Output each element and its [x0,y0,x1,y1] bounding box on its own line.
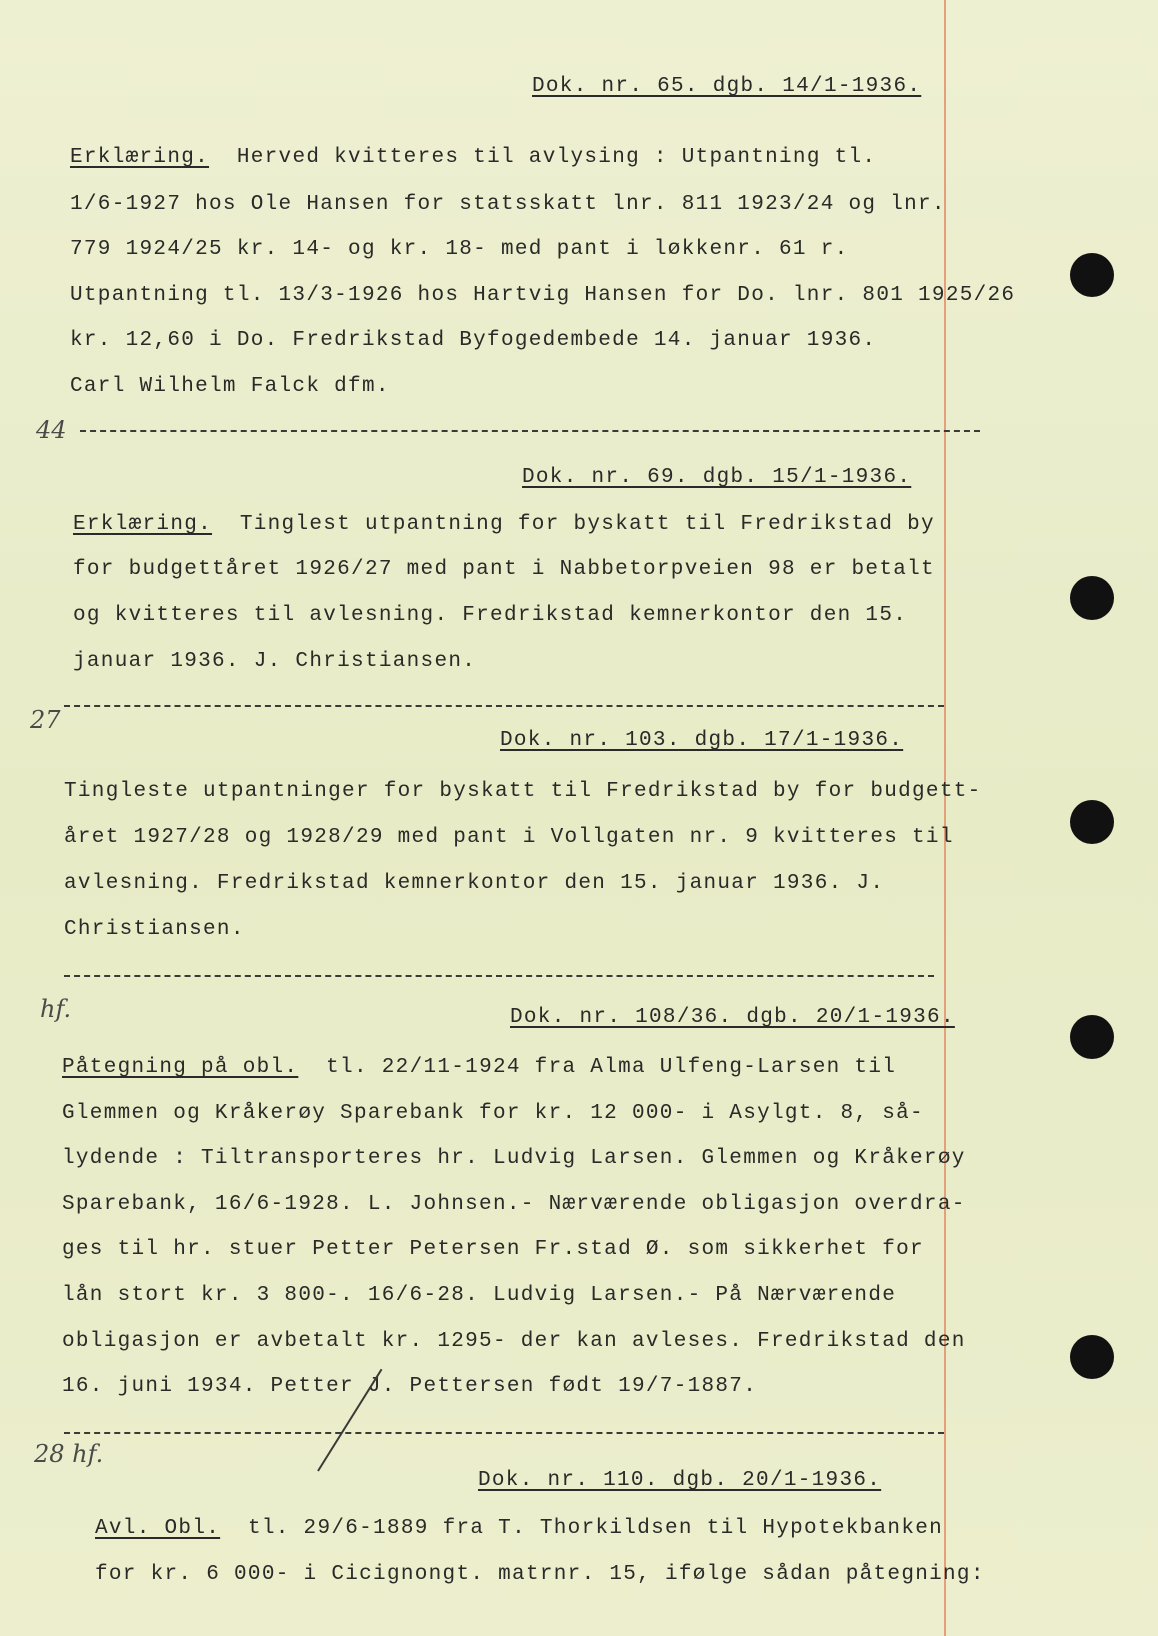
entry-line [70,145,876,171]
entry-header: Dok. nr. 110. dgb. 20/1-1936. [478,1469,882,1492]
punch-hole [1070,1015,1114,1059]
entry-line [95,1516,943,1542]
entry-line: obligasjon er avbetalt kr. 1295- der kan avleses. Fredrikstad den [62,1330,966,1353]
entry-text: Tinglest utpantning for byskatt til Fredrikstad by [239,513,935,536]
margin-note: 44 [36,416,67,444]
entry-header: Dok. nr. 108/36. dgb. 20/1-1936. [510,1006,955,1029]
entry-line: året 1927/28 og 1928/29 med pant i Vollgaten nr. 9 kvitteres til [64,826,954,849]
separator-line [64,1432,944,1434]
entry-line: ges til hr. stuer Petter Petersen Fr.stad Ø. som sikkerhet for [62,1238,924,1261]
separator-line [80,430,980,432]
red-margin-line [944,0,946,1636]
entry-line: Christiansen. [64,918,245,941]
entry-line: Sparebank, 16/6-1928. L. Johnsen.- Nærværende obligasjon overdra- [62,1193,966,1216]
entry-text: tl. 29/6-1889 fra T. Thorkildsen til Hypotekbanken [247,1517,944,1540]
entry-line: og kvitteres til avlesning. Fredrikstad kemnerkontor den 15. [73,604,908,627]
entry-header: Dok. nr. 103. dgb. 17/1-1936. [500,729,904,752]
entry-line: 779 1924/25 kr. 14- og kr. 18- med pant i løkkenr. 61 r. [70,238,849,261]
entry-line: Carl Wilhelm Falck dfm. [70,375,390,398]
separator-line [64,705,944,707]
entry-line [62,1055,896,1081]
entry-label: Avl. Obl. [95,1517,221,1540]
entry-line: 16. juni 1934. Petter J. Pettersen født 19/7-1887. [62,1375,758,1398]
punch-hole [1070,576,1114,620]
margin-note: 28 hf. [34,1440,104,1468]
entry-line: lån stort kr. 3 800-. 16/6-28. Ludvig Larsen.- På Nærværende [62,1284,897,1307]
separator-line [64,975,934,977]
entry-line: januar 1936. J. Christiansen. [73,650,477,673]
entry-text: tl. 22/11-1924 fra Alma Ulfeng-Larsen til [326,1056,897,1079]
punch-hole [1070,253,1114,297]
entry-line: kr. 12,60 i Do. Fredrikstad Byfogedembede 14. januar 1936. [70,329,877,352]
entry-line: Utpantning tl. 13/3-1926 hos Hartvig Hansen for Do. lnr. 801 1925/26 [70,284,1016,307]
entry-line: Glemmen og Kråkerøy Sparebank for kr. 12 000- i Asylgt. 8, så- [62,1102,924,1125]
entry-line: for kr. 6 000- i Cicignongt. matrnr. 15, ifølge sådan påtegning: [95,1563,985,1586]
entry-header: Dok. nr. 65. dgb. 14/1-1936. [532,75,922,98]
entry-label: Påtegning på obl. [62,1056,299,1079]
punch-hole [1070,800,1114,844]
entry-line: for budgettåret 1926/27 med pant i Nabbetorpveien 98 er betalt [73,558,935,581]
entry-line: Tingleste utpantninger for byskatt til Fredrikstad by for budgett- [64,780,982,803]
punch-hole [1070,1335,1114,1379]
entry-line: 1/6-1927 hos Ole Hansen for statsskatt lnr. 811 1923/24 og lnr. [70,193,946,216]
entry-header: Dok. nr. 69. dgb. 15/1-1936. [522,466,912,489]
entry-label: Erklæring. [73,513,213,536]
margin-note: hf. [40,995,72,1023]
entry-line: lydende : Tiltransporteres hr. Ludvig Larsen. Glemmen og Kråkerøy [62,1147,966,1170]
entry-line: avlesning. Fredrikstad kemnerkontor den 15. januar 1936. J. [64,872,885,895]
margin-note: 27 [30,706,61,734]
entry-label: Erklæring. [70,146,210,169]
entry-text: Herved kvitteres til avlysing : Utpantning tl. [236,146,877,169]
entry-line [73,512,935,538]
